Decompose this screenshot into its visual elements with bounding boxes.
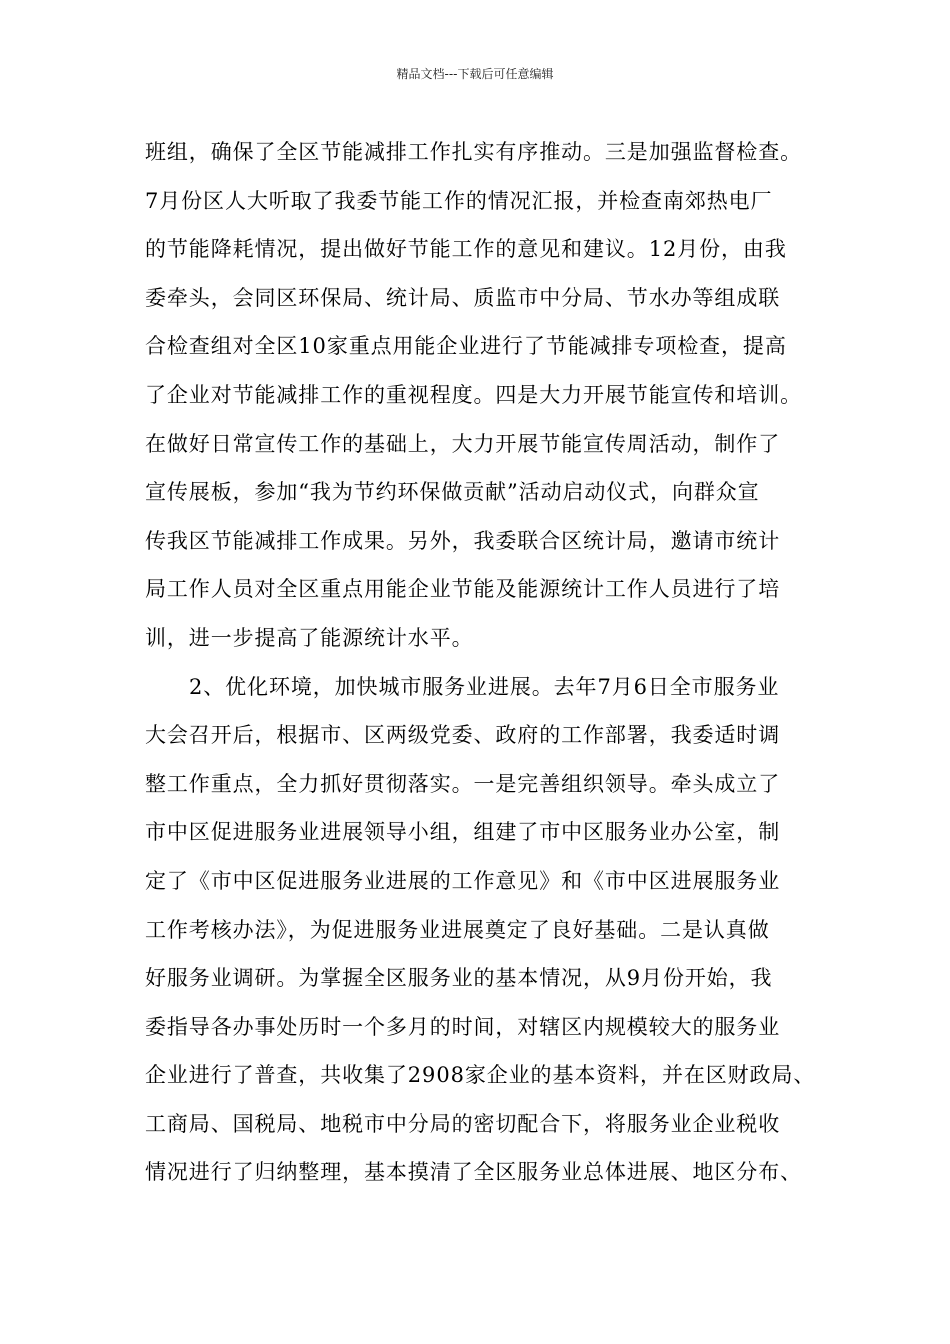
text-line: 宣传展板，参加“我为节约环保做贡献”活动启动仪式，向群众宣	[145, 480, 760, 505]
paragraph-start-line: 2、优化环境，加快城市服务业进展。去年7月6日全市服务业	[189, 674, 780, 699]
body-text	[145, 128, 825, 1197]
text-line: 局工作人员对全区重点用能企业节能及能源统计工作人员进行了培	[145, 577, 781, 602]
text-line: 的节能降耗情况，提出做好节能工作的意见和建议。12月份，由我	[145, 237, 787, 262]
text-line: 委牵头，会同区环保局、统计局、质监市中分局、节水办等组成联	[145, 285, 781, 310]
text-line: 委指导各办事处历时一个多月的时间，对辖区内规模较大的服务业	[145, 1014, 781, 1039]
text-line: 7月份区人大听取了我委节能工作的情况汇报，并检查南郊热电厂	[145, 188, 773, 213]
text-line: 工商局、国税局、地税市中分局的密切配合下，将服务业企业税收	[145, 1111, 781, 1136]
text-line: 好服务业调研。为掌握全区服务业的基本情况，从9月份开始，我	[145, 966, 773, 991]
text-line: 整工作重点，全力抓好贯彻落实。一是完善组织领导。牵头成立了	[145, 771, 781, 796]
text-line: 定了《市中区促进服务业进展的工作意见》和《市中区进展服务业	[145, 868, 781, 893]
text-line: 合检查组对全区10家重点用能企业进行了节能减排专项检查，提高	[145, 334, 787, 359]
text-line: 企业进行了普查，共收集了2908家企业的基本资料，并在区财政局、	[145, 1063, 816, 1088]
text-line: 大会召开后，根据市、区两级党委、政府的工作部署，我委适时调	[145, 723, 781, 748]
text-line: 班组，确保了全区节能减排工作扎实有序推动。三是加强监督检查。	[145, 140, 802, 164]
text-line: 情况进行了归纳整理，基本摸清了全区服务业总体进展、地区分布、	[145, 1160, 802, 1185]
page-header: 精品文档---下载后可任意编辑	[396, 67, 554, 81]
text-line: 市中区促进服务业进展领导小组，组建了市中区服务业办公室，制	[145, 820, 781, 845]
text-line: 在做好日常宣传工作的基础上，大力开展节能宣传周活动，制作了	[145, 431, 781, 456]
text-line: 传我区节能减排工作成果。另外，我委联合区统计局，邀请市统计	[145, 528, 781, 553]
text-line: 训，进一步提高了能源统计水平。	[145, 625, 474, 650]
text-line: 工作考核办法》，为促进服务业进展奠定了良好基础。二是认真做	[145, 917, 770, 942]
text-line: 了企业对节能减排工作的重视程度。四是大力开展节能宣传和培训。	[145, 382, 802, 407]
